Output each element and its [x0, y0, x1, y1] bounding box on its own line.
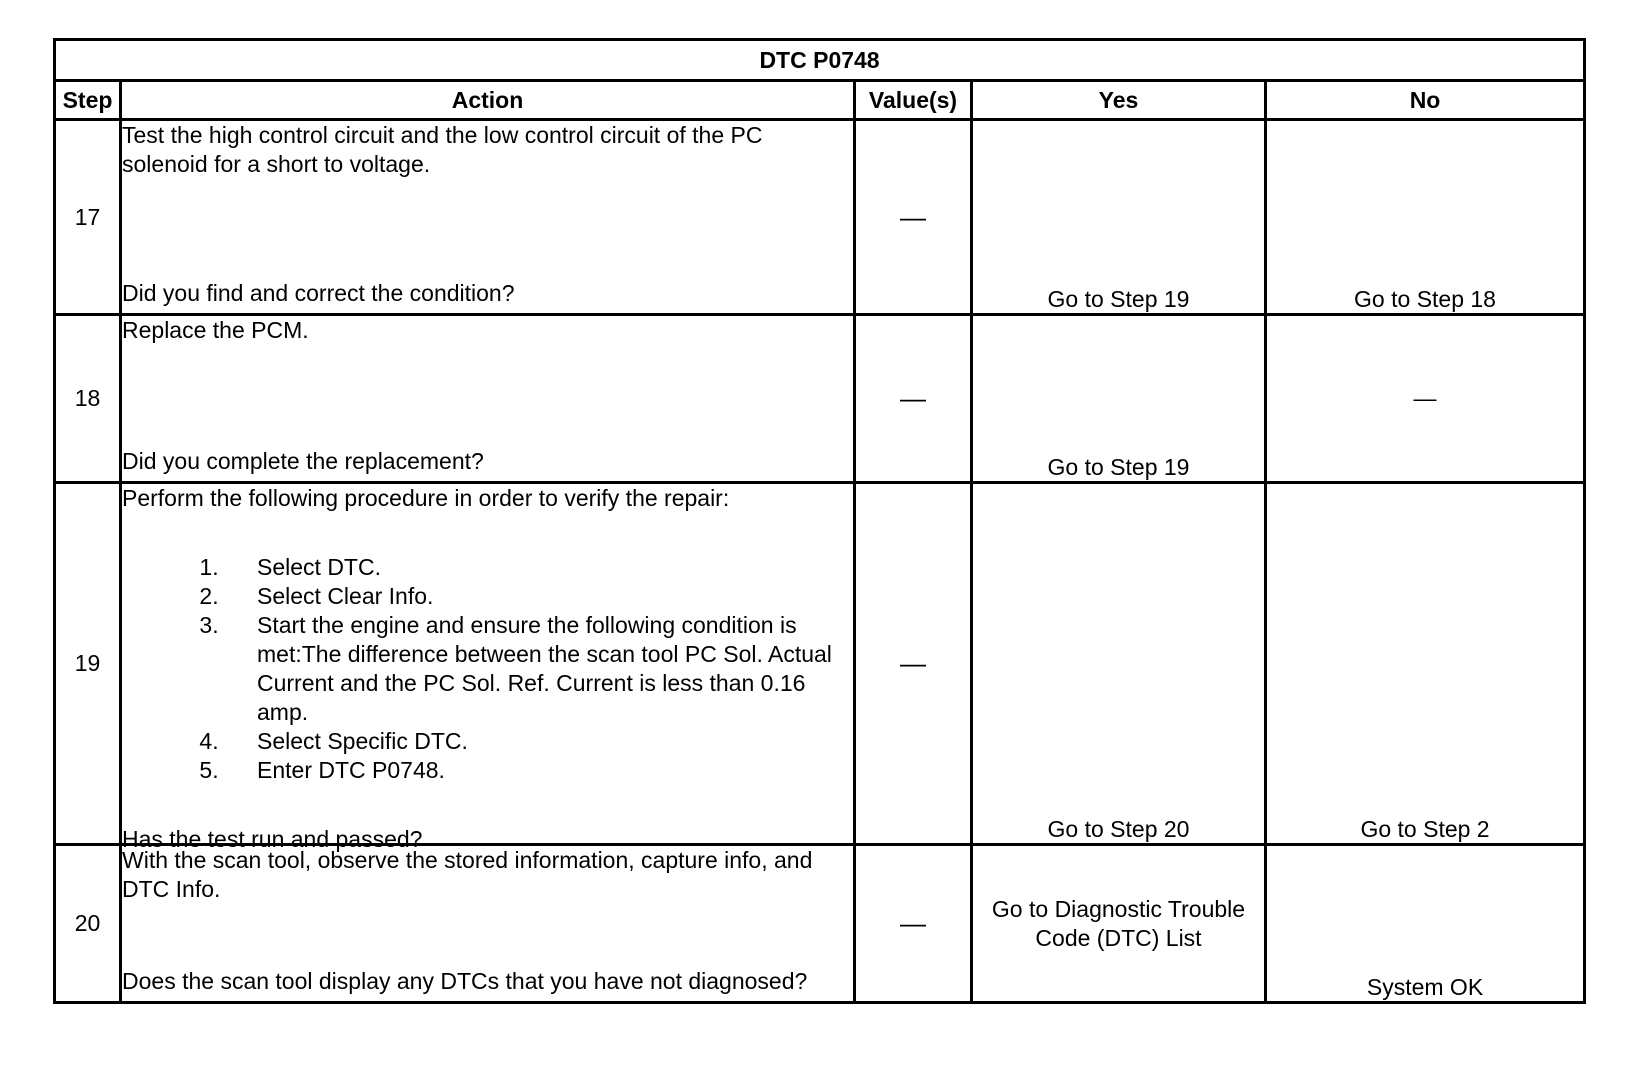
value-cell: — — [855, 120, 972, 315]
action-cell — [121, 120, 855, 315]
action-text: With the scan tool, observe the stored information, capture info, and DTC Info. — [122, 847, 813, 902]
header-no: No — [1266, 81, 1585, 120]
action-question: Has the test run and passed? — [122, 826, 423, 852]
no-cell: System OK — [1266, 845, 1585, 1003]
action-cell — [121, 483, 855, 852]
no-cell: — — [1266, 315, 1585, 483]
list-item: 1. Select DTC. — [225, 553, 853, 582]
yes-cell: Go to Diagnostic Trouble Code (DTC) List — [972, 845, 1266, 1003]
value-cell: — — [855, 845, 972, 1003]
action-text: Test the high control circuit and the low control circuit of the PC solenoid for a short to voltage. — [122, 122, 763, 177]
list-item: 5. Enter DTC P0748. — [225, 756, 853, 785]
dtc-table — [53, 38, 1586, 1004]
list-item: 4. Select Specific DTC. — [225, 727, 853, 756]
action-text: Perform the following procedure in order to verify the repair: — [122, 485, 730, 511]
action-cell — [121, 315, 855, 483]
action-text: Replace the PCM. — [122, 317, 309, 343]
value-cell: — — [855, 483, 972, 845]
header-action: Action — [121, 81, 855, 120]
table-row — [55, 845, 1585, 1003]
header-row — [55, 81, 1585, 120]
step-number: 18 — [55, 315, 121, 483]
yes-cell: Go to Step 19 — [972, 120, 1266, 315]
action-question: Does the scan tool display any DTCs that you have not diagnosed? — [122, 968, 808, 994]
header-step: Step — [55, 81, 121, 120]
list-item: 3. Start the engine and ensure the following condition is met:The difference between the scan tool PC Sol. Actual Current and the PC Sol. Ref. Current is less than 0.16 amp. — [225, 611, 853, 727]
header-values: Value(s) — [855, 81, 972, 120]
no-cell: Go to Step 2 — [1266, 483, 1585, 845]
step-number: 17 — [55, 120, 121, 315]
yes-cell: Go to Step 20 — [972, 483, 1266, 845]
step-number: 19 — [55, 483, 121, 845]
action-question: Did you find and correct the condition? — [122, 280, 515, 306]
list-item: 2. Select Clear Info. — [225, 582, 853, 611]
table-title: DTC P0748 — [55, 40, 1585, 81]
table-row — [55, 315, 1585, 483]
yes-cell: Go to Step 19 — [972, 315, 1266, 483]
step-number: 20 — [55, 845, 121, 1003]
action-cell — [121, 845, 855, 1003]
header-yes: Yes — [972, 81, 1266, 120]
value-cell: — — [855, 315, 972, 483]
no-cell: Go to Step 18 — [1266, 120, 1585, 315]
procedure-list — [122, 553, 853, 785]
table-row — [55, 483, 1585, 845]
table-row — [55, 120, 1585, 315]
action-question: Did you complete the replacement? — [122, 448, 484, 474]
